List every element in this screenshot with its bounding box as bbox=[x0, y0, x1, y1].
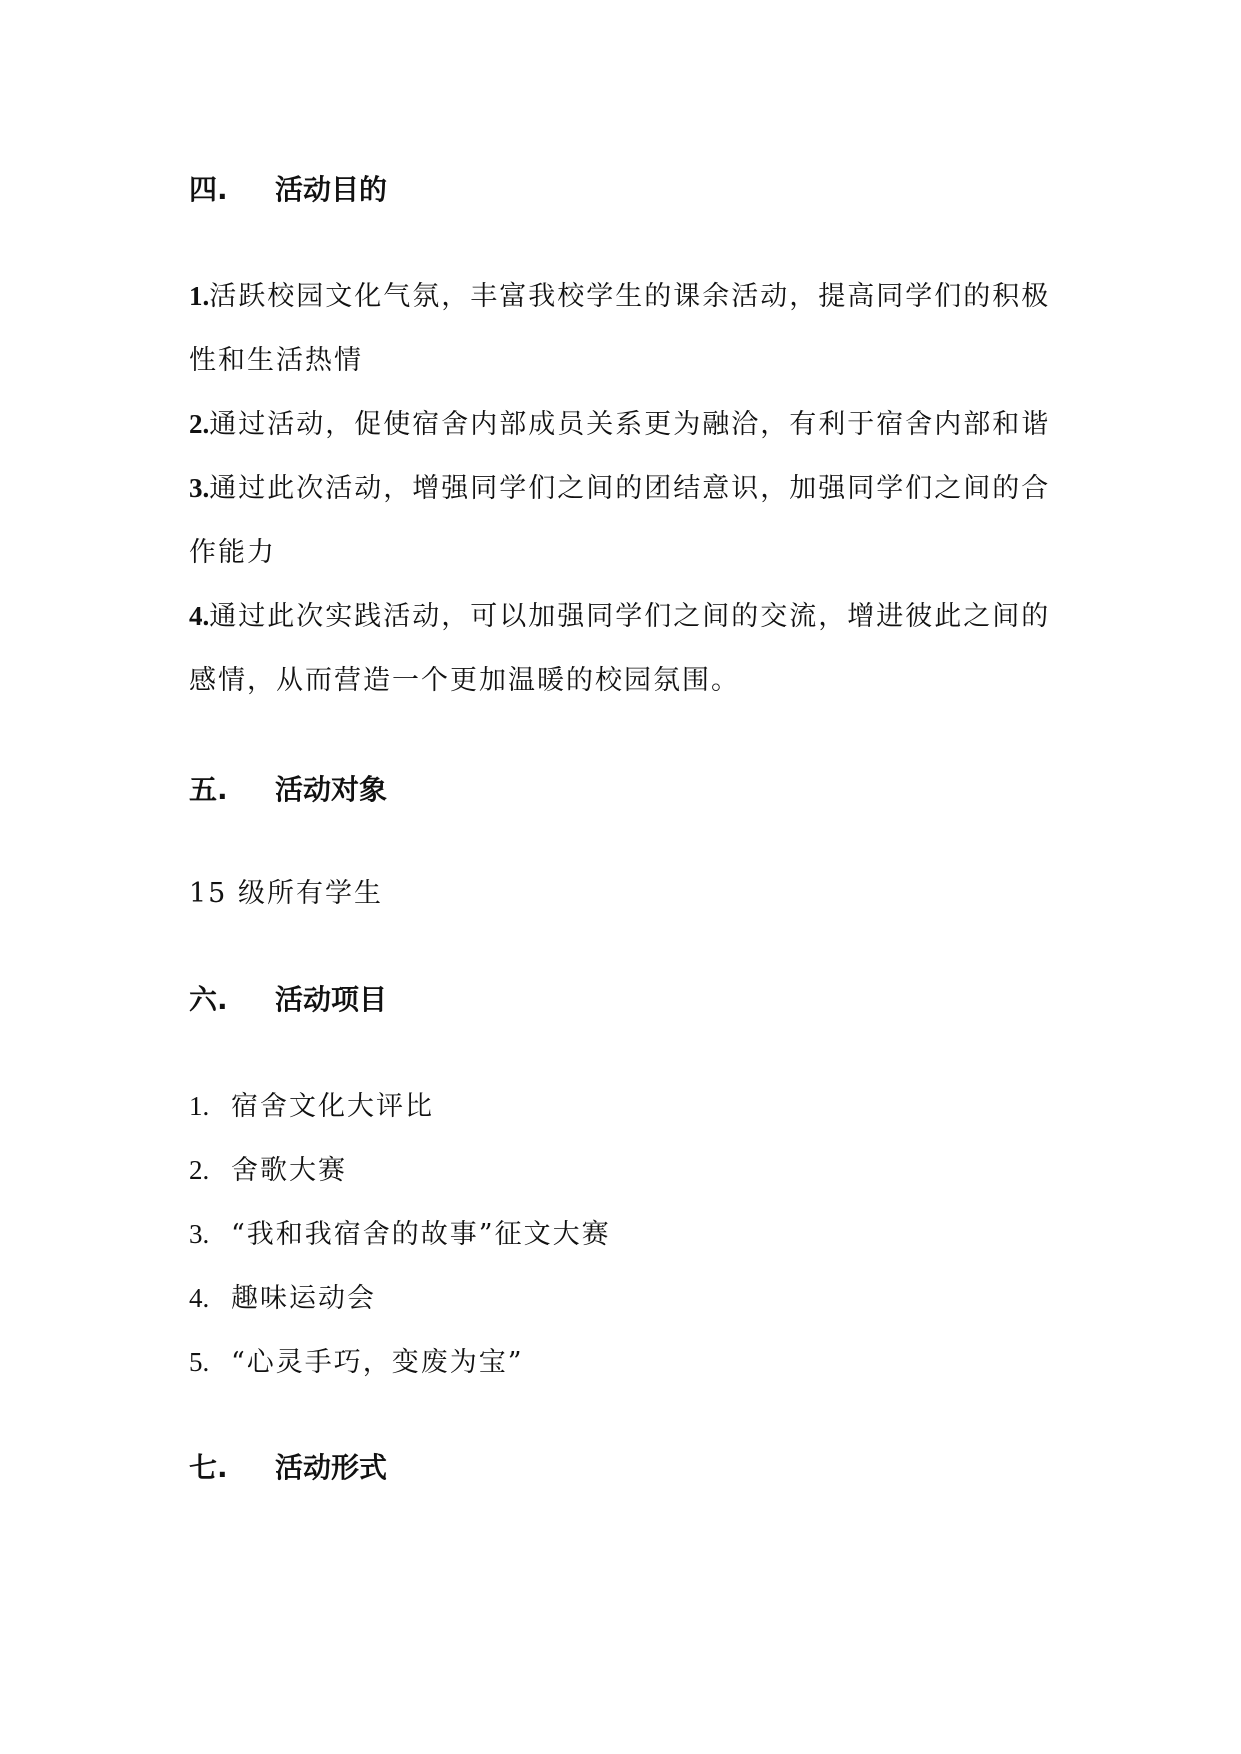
section-heading-projects bbox=[189, 980, 387, 1020]
section-number: 四. bbox=[189, 173, 228, 206]
section-number: 五. bbox=[189, 773, 228, 806]
section-heading-format bbox=[189, 1448, 387, 1488]
item-number: 1. bbox=[189, 281, 210, 311]
item-number: 3. bbox=[189, 473, 210, 503]
project-item-1 bbox=[189, 1086, 434, 1127]
section-heading-purpose bbox=[189, 170, 387, 210]
item-text: 通过此次活动，增强同学们之间的团结意识，加强同学们之间的合作能力 bbox=[189, 473, 1051, 568]
item-number: 4. bbox=[189, 1283, 210, 1313]
section-heading-target bbox=[189, 770, 387, 810]
item-number: 2. bbox=[189, 409, 210, 439]
project-item-3 bbox=[189, 1214, 611, 1255]
project-item-5 bbox=[189, 1342, 524, 1383]
section-number: 七. bbox=[189, 1451, 228, 1484]
purpose-item-4 bbox=[189, 584, 1059, 713]
item-number: 1. bbox=[189, 1091, 210, 1121]
item-text: 舍歌大赛 bbox=[231, 1155, 347, 1186]
purpose-item-1 bbox=[189, 264, 1059, 393]
item-text: 活跃校园文化气氛，丰富我校学生的课余活动，提高同学们的积极性和生活热情 bbox=[189, 281, 1051, 376]
item-number: 4. bbox=[189, 601, 210, 631]
item-text: “心灵手巧，变废为宝” bbox=[231, 1347, 524, 1378]
section-title: 活动项目 bbox=[275, 983, 388, 1016]
section-title: 活动形式 bbox=[275, 1451, 388, 1484]
item-number: 2. bbox=[189, 1155, 210, 1185]
section-title: 活动目的 bbox=[275, 173, 388, 206]
purpose-item-2 bbox=[189, 392, 1059, 457]
item-text: 通过活动，促使宿舍内部成员关系更为融洽，有利于宿舍内部和谐 bbox=[209, 409, 1051, 440]
section-title: 活动对象 bbox=[275, 773, 388, 806]
item-number: 5. bbox=[189, 1347, 210, 1377]
project-item-2 bbox=[189, 1150, 347, 1191]
item-text: 通过此次实践活动，可以加强同学们之间的交流，增进彼此之间的感情，从而营造一个更加温暖的校园氛围。 bbox=[189, 601, 1051, 696]
item-text: 趣味运动会 bbox=[231, 1283, 376, 1314]
section-number: 六. bbox=[189, 983, 228, 1016]
project-item-4 bbox=[189, 1278, 376, 1319]
item-text: 宿舍文化大评比 bbox=[231, 1091, 434, 1122]
item-number: 3. bbox=[189, 1219, 210, 1249]
target-audience-text: 15 级所有学生 bbox=[189, 878, 383, 909]
item-text: “我和我宿舍的故事”征文大赛 bbox=[231, 1219, 611, 1250]
purpose-item-3 bbox=[189, 456, 1059, 585]
